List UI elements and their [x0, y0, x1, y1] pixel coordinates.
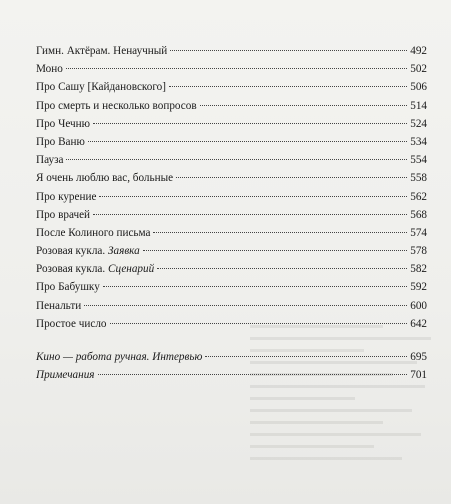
toc-entry-title	[36, 224, 150, 242]
toc-entry-title	[36, 42, 167, 60]
toc-entry	[36, 169, 427, 187]
table-of-contents	[36, 42, 427, 384]
dot-leader	[99, 196, 407, 197]
toc-entry	[36, 366, 427, 384]
toc-entry-page-number: 642	[410, 317, 427, 330]
toc-entry-page-number: 506	[410, 81, 427, 94]
toc-entry-title	[36, 297, 81, 315]
toc-entry	[36, 151, 427, 169]
toc-entry-title-part: Про курение	[36, 190, 97, 203]
toc-entry-page-number: 600	[410, 299, 427, 312]
dot-leader	[93, 214, 407, 215]
toc-entry-title-part: Про Бабушку	[36, 281, 100, 294]
toc-entry-title-part: Про Ваню	[36, 135, 85, 148]
toc-entry-page-number: 524	[410, 117, 427, 130]
toc-entry	[36, 115, 427, 133]
toc-entry-title-part: Моно	[36, 63, 63, 76]
toc-entry	[36, 278, 427, 296]
toc-entry	[36, 42, 427, 60]
toc-entry-page-number: 562	[410, 190, 427, 203]
toc-entry-page-number: 695	[410, 351, 427, 363]
toc-entry-title-part: Простое число	[36, 317, 107, 330]
toc-entry-title	[36, 169, 173, 187]
toc-entry-page-number: 502	[410, 63, 427, 76]
toc-entry-title	[36, 60, 63, 78]
toc-entry-title-part: Розовая кукла.	[36, 245, 108, 258]
toc-entry	[36, 242, 427, 260]
toc-entry	[36, 206, 427, 224]
toc-entry-page-number: 558	[410, 172, 427, 185]
toc-entry-page-number: 492	[410, 45, 427, 57]
toc-entry-title	[36, 242, 140, 260]
toc-entry	[36, 315, 427, 333]
toc-entry-title	[36, 260, 154, 278]
dot-leader	[176, 177, 407, 178]
dot-leader	[170, 50, 407, 51]
section-gap	[36, 333, 427, 348]
toc-entry-page-number: 578	[410, 245, 427, 258]
toc-entry-page-number: 701	[410, 369, 427, 382]
toc-entry	[36, 260, 427, 278]
toc-entry	[36, 297, 427, 315]
toc-entry-title	[36, 206, 90, 224]
toc-entry-title-part: Заявка	[107, 245, 140, 258]
toc-entry-title	[36, 348, 202, 366]
dot-leader	[88, 141, 407, 142]
toc-entry-page-number: 574	[410, 226, 427, 239]
toc-entry-page-number: 568	[410, 208, 427, 221]
toc-entry	[36, 133, 427, 151]
dot-leader	[98, 374, 408, 375]
toc-entry-title	[36, 315, 107, 333]
dot-leader	[143, 250, 407, 251]
toc-entry	[36, 97, 427, 115]
toc-entry-title-part: Про Сашу [Кайдановского]	[36, 81, 166, 94]
dot-leader	[153, 232, 407, 233]
dot-leader	[205, 356, 407, 357]
toc-entry-title-part: Сценарий	[107, 263, 155, 276]
dot-leader	[93, 123, 407, 124]
toc-entry-title-part: Кино — работа ручная. Интервью	[36, 351, 203, 363]
toc-entry-title	[36, 151, 63, 169]
dot-leader	[169, 86, 407, 87]
dot-leader	[110, 323, 408, 324]
toc-entry-title	[36, 133, 85, 151]
toc-entry-title-part: Про Чечню	[36, 117, 90, 130]
dot-leader	[66, 159, 407, 160]
toc-entry-page-number: 592	[410, 281, 427, 294]
toc-entry	[36, 188, 427, 206]
toc-entry-title	[36, 278, 100, 296]
toc-entry-title	[36, 188, 96, 206]
toc-entry	[36, 78, 427, 96]
toc-entry-page-number: 534	[410, 135, 427, 148]
dot-leader	[200, 105, 408, 106]
toc-back-matter-section	[36, 348, 427, 384]
dot-leader	[103, 286, 407, 287]
toc-entry-title-part: Пенальти	[36, 299, 82, 312]
dot-leader	[66, 68, 407, 69]
toc-entry-title	[36, 115, 90, 133]
toc-entry-title-part: После Колиного письма	[36, 226, 151, 239]
toc-entry-title-part: Гимн. Актёрам. Ненаучный	[36, 45, 168, 57]
toc-entry-page-number: 582	[410, 263, 427, 276]
toc-entry-title-part: Про врачей	[36, 208, 91, 221]
toc-entry	[36, 60, 427, 78]
toc-entry-title	[36, 366, 95, 384]
toc-entry-title-part: Примечания	[36, 369, 95, 382]
dot-leader	[84, 305, 407, 306]
toc-main-section	[36, 42, 427, 333]
toc-entry-title-part: Я очень люблю вас, больные	[36, 172, 174, 185]
toc-entry	[36, 348, 427, 366]
dot-leader	[157, 268, 407, 269]
toc-entry-title	[36, 78, 166, 96]
toc-entry-page-number: 554	[410, 154, 427, 167]
toc-entry-page-number: 514	[410, 99, 427, 112]
toc-entry-title-part: Пауза	[36, 154, 64, 167]
toc-entry-title-part: Розовая кукла.	[36, 263, 108, 276]
toc-entry-title	[36, 97, 197, 115]
toc-entry	[36, 224, 427, 242]
toc-entry-title-part: Про смерть и несколько вопросов	[36, 99, 197, 112]
